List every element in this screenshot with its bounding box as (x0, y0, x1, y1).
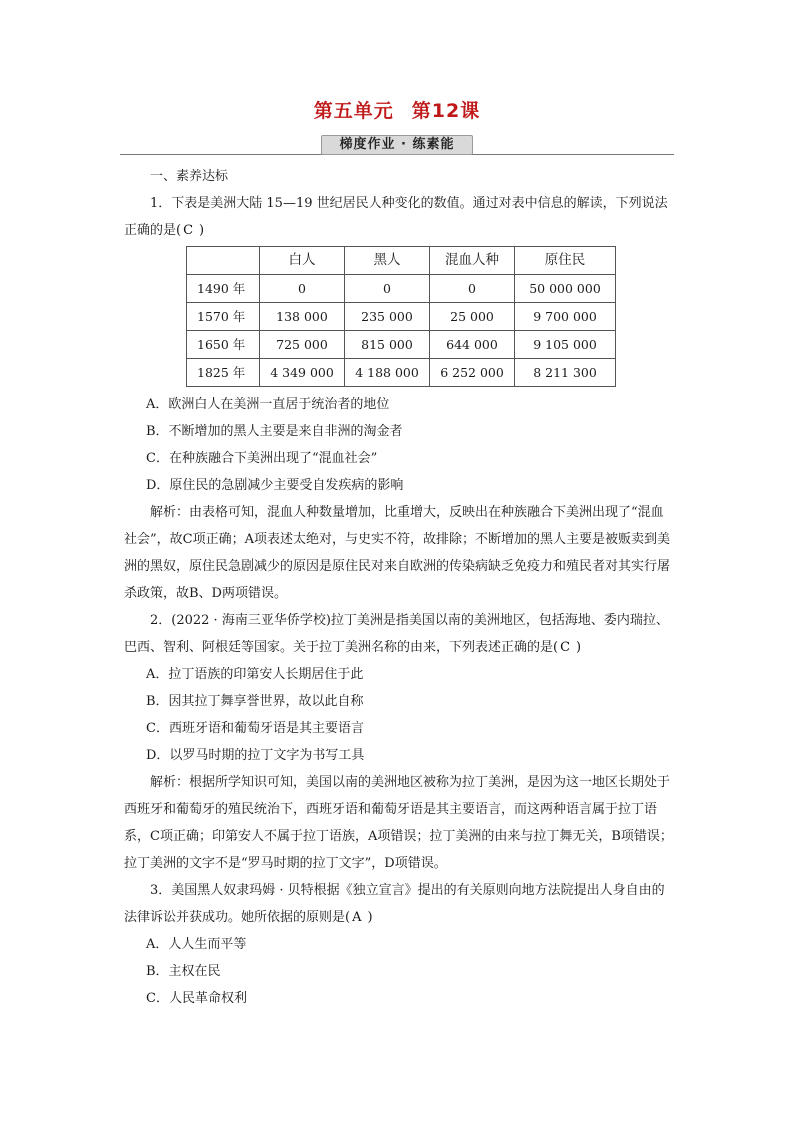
question-2-option-a: A．拉丁语族的印第安人长期居住于此 (146, 667, 364, 682)
question-1-option-c: C．在种族融合下美洲出现了“混血社会” (146, 451, 378, 466)
table-cell: 138 000 (260, 303, 345, 331)
table-cell: 25 000 (430, 303, 515, 331)
table-row (187, 303, 616, 331)
lesson-title: 第12课 (411, 100, 481, 122)
table-header-cell: 白人 (260, 247, 345, 275)
table-cell: 815 000 (345, 331, 430, 359)
unit-title: 第五单元 (313, 100, 394, 122)
table-cell: 1490 年 (187, 275, 260, 303)
table-cell: 1570 年 (187, 303, 260, 331)
table-row (187, 275, 616, 303)
section-banner: 梯度作业 · 练素能 (321, 135, 473, 155)
table-cell: 235 000 (345, 303, 430, 331)
question-2-option-c: C．西班牙语和葡萄牙语是其主要语言 (146, 721, 364, 736)
table-cell: 6 252 000 (430, 359, 515, 387)
question-2-option-b: B．因其拉丁舞享誉世界，故以此自称 (146, 694, 364, 709)
table-row (187, 359, 616, 387)
table-header-row (187, 247, 616, 275)
question-3-option-a: A．人人生而平等 (146, 937, 247, 952)
table-cell: 1825 年 (187, 359, 260, 387)
table-cell: 0 (430, 275, 515, 303)
content-body (124, 163, 676, 1012)
table-header-cell: 原住民 (515, 247, 616, 275)
question-3-option-c: C．人民革命权利 (146, 991, 247, 1006)
question-1-option-d: D．原住民的急剧减少主要受自发疾病的影响 (146, 478, 404, 493)
population-table (186, 246, 616, 387)
question-1-stem: 1．下表是美洲大陆 15—19 世纪居民人种变化的数值。通过对表中信息的解读，下列说法正确的是( C ) (124, 196, 668, 238)
table-header-cell: 混血人种 (430, 247, 515, 275)
question-1-option-a: A．欧洲白人在美洲一直居于统治者的地位 (146, 397, 390, 412)
table-cell: 9 700 000 (515, 303, 616, 331)
table-cell: 8 211 300 (515, 359, 616, 387)
table-cell: 9 105 000 (515, 331, 616, 359)
table-header-cell (187, 247, 260, 275)
question-2-option-d: D．以罗马时期的拉丁文字为书写工具 (146, 748, 365, 763)
table-cell: 1650 年 (187, 331, 260, 359)
section-title: 一、素养达标 (150, 169, 229, 184)
table-cell: 644 000 (430, 331, 515, 359)
question-2-analysis: 解析：根据所学知识可知，美国以南的美洲地区被称为拉丁美洲，是因为这一地区长期处于西班牙和葡萄牙的殖民统治下，西班牙语和葡萄牙语是其主要语言，而这两种语言属于拉丁语系，C项正确；印第安人不属于拉丁语族，A项错误；拉丁美洲的由来与拉丁舞无关，B项错误；拉丁美洲的文字不是“罗马时期的拉丁文字”，D项错误。 (124, 775, 673, 871)
question-1-answer: C (183, 223, 198, 238)
question-1-option-b: B．不断增加的黑人主要是来自非洲的淘金者 (146, 424, 403, 439)
table-header-cell: 黑人 (345, 247, 430, 275)
page-title (0, 96, 794, 123)
table-cell: 4 188 000 (345, 359, 430, 387)
table-cell: 0 (260, 275, 345, 303)
table-cell: 725 000 (260, 331, 345, 359)
table-cell: 4 349 000 (260, 359, 345, 387)
table-cell: 50 000 000 (515, 275, 616, 303)
table-row (187, 331, 616, 359)
question-3-stem: 3．美国黑人奴隶玛姆 · 贝特根据《独立宣言》提出的有关原则向地方法院提出人身自由的法律诉讼并获成功。她所依据的原则是( A ) (124, 883, 665, 925)
question-1-analysis: 解析：由表格可知，混血人种数量增加，比重增大，反映出在种族融合下美洲出现了“混血社会”，故C项正确；A项表述太绝对，与史实不符，故排除；不断增加的黑人主要是被贩卖到美洲的黑奴，原住民急剧减少的原因是原住民对来自欧洲的传染病缺乏免疫力和殖民者对其实行屠杀政策，故B、D两项错误。 (124, 505, 671, 601)
question-3-answer: A (352, 910, 366, 925)
question-3-option-b: B．主权在民 (146, 964, 221, 979)
question-2-stem: 2．(2022 · 海南三亚华侨学校)拉丁美洲是指美国以南的美洲地区，包括海地、委内瑞拉、巴西、智利、阿根廷等国家。关于拉丁美洲名称的由来，下列表述正确的是( C ) (124, 613, 669, 655)
table-cell: 0 (345, 275, 430, 303)
question-2-answer: C (560, 640, 575, 655)
